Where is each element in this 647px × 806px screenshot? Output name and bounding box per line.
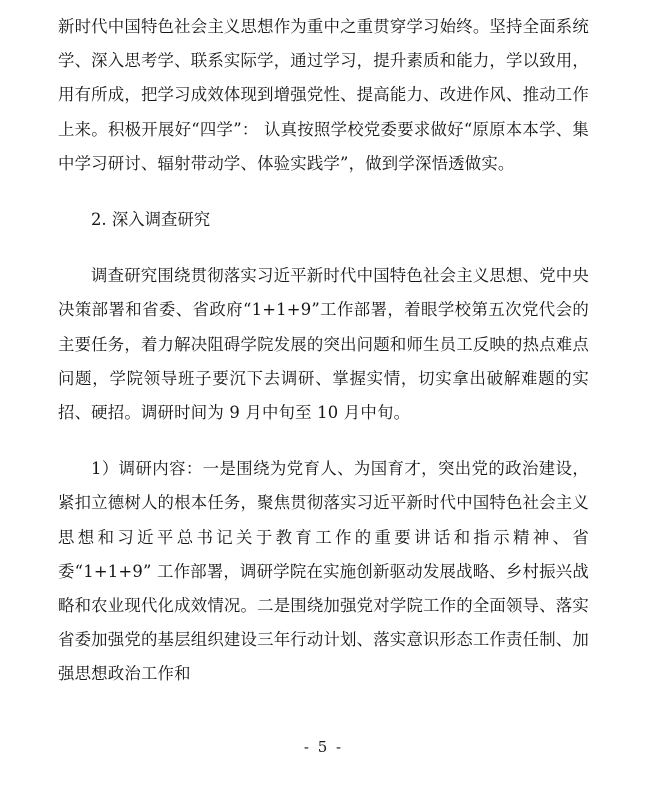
document-body (58, 10, 589, 692)
paragraph-continuation: 新时代中国特色社会主义思想作为重中之重贯穿学习始终。坚持全面系统学、深入思考学、联系实际学，通过学习，提升素质和能力，学以致用，用有所成，把学习成效体现到增强党性、提高能力、改进作风、推动工作上来。积极开展好“四学”： 认真按照学校党委要求做好“原原本本学、集中学习研讨、辐射带动学、体验实践学”，做到学深悟透做实。 (58, 17, 589, 173)
page-number: - 5 - (303, 738, 344, 756)
section-heading-investigation: 2. 深入调查研究 (91, 210, 211, 230)
paragraph-investigation-content: 1）调研内容：一是围绕为党育人、为国育才，突出党的政治建设，紧扣立德树人的根本任务，聚焦贯彻落实习近平新时代中国特色社会主义思想和习近平总书记关于教育工作的重要讲话和指示精神、省委“1+1+9” 工作部署，调研学院在实施创新驱动发展战略、乡村振兴战略和农业现代化成效情况。二是围绕加强党对学院工作的全面领导、落实省委加强党的基层组织建设三年行动计划、落实意识形态工作责任制、加强思想政治工作和 (58, 459, 589, 684)
paragraph-investigation-overview: 调查研究围绕贯彻落实习近平新时代中国特色社会主义思想、党中央决策部署和省委、省政府“1+1+9”工作部署，着眼学校第五次党代会的主要任务，着力解决阻碍学院发展的突出问题和师生员工反映的热点难点问题，学院领导班子要沉下去调研、掌握实情，切实拿出破解难题的实招、硬招。调研时间为 9 月中旬至 10 月中旬。 (58, 266, 589, 423)
